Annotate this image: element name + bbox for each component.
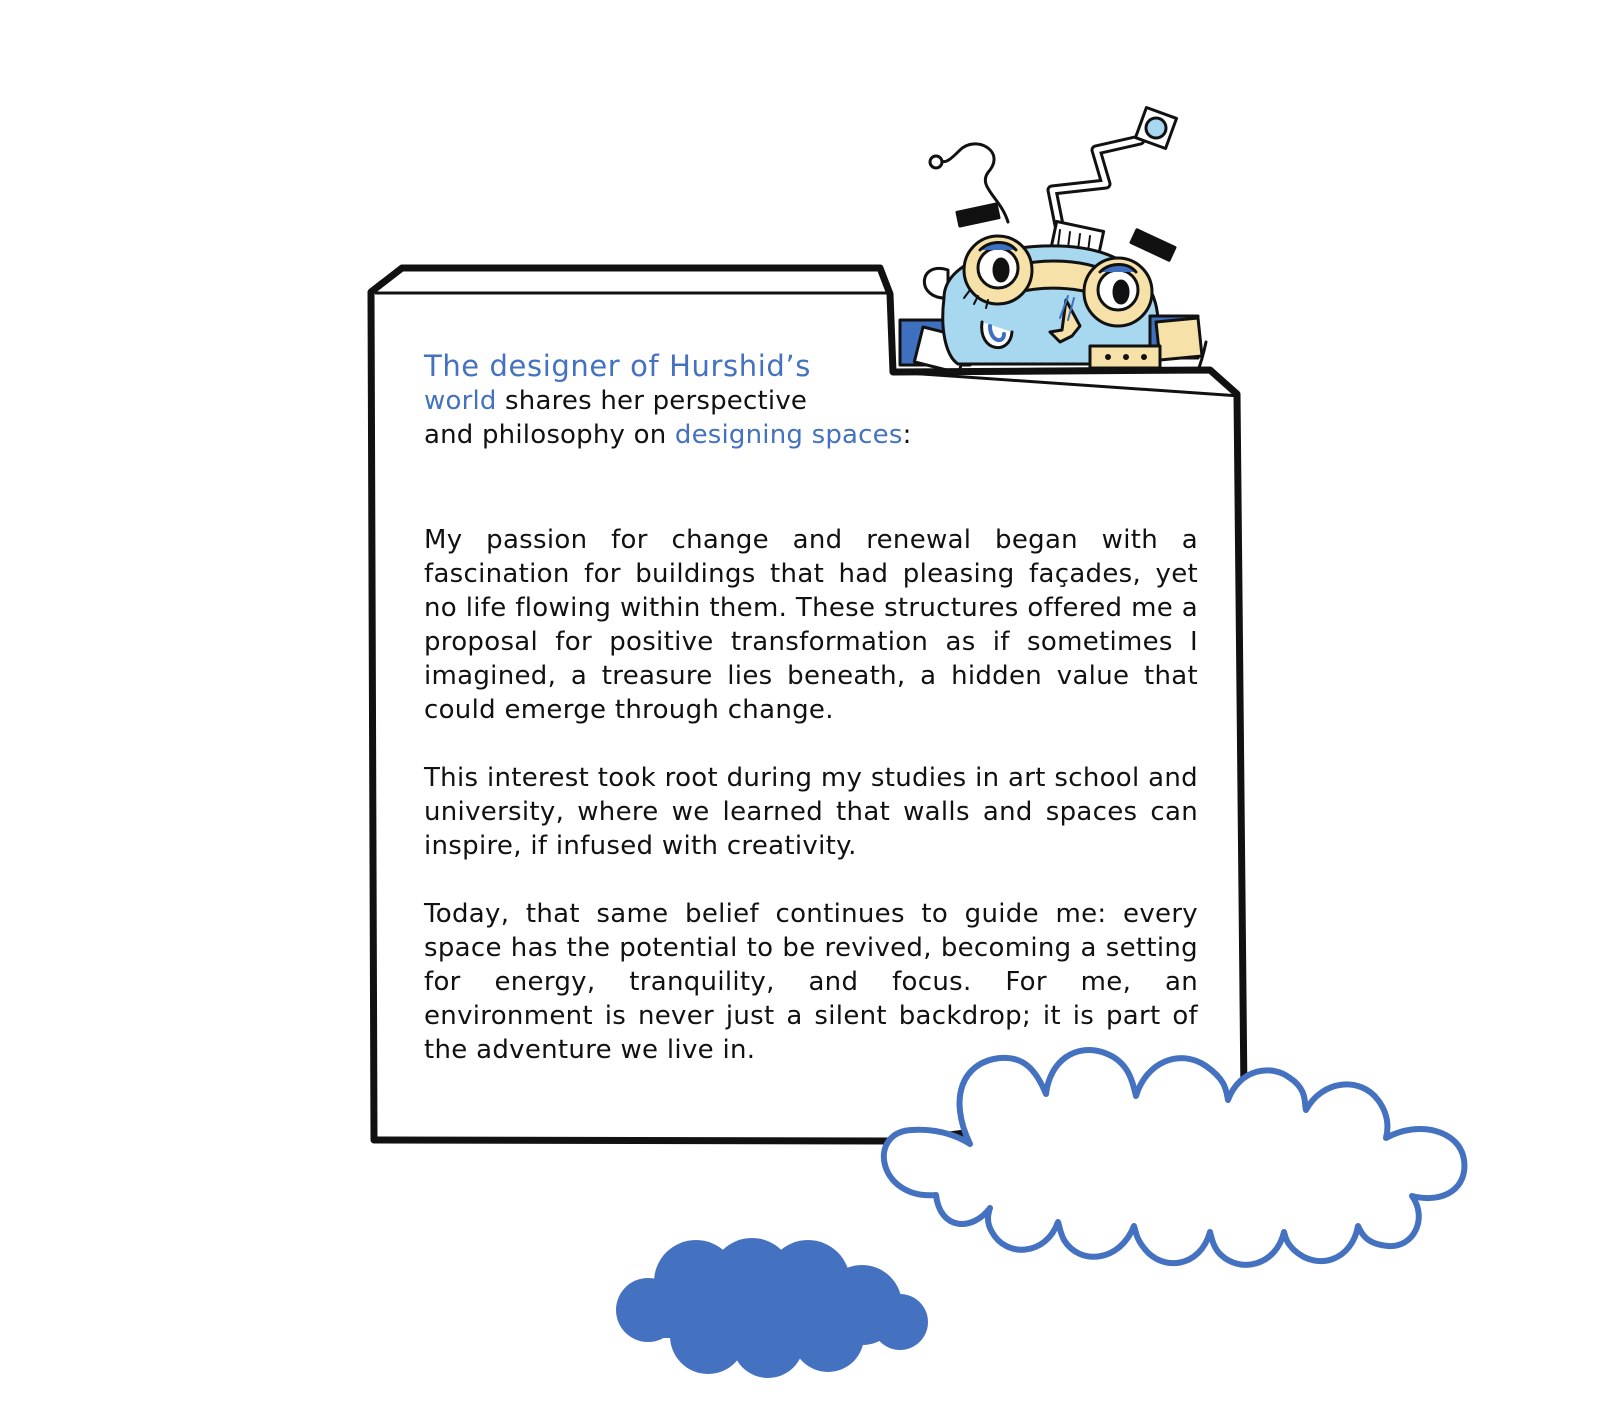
- intro-highlight-designing-spaces: designing spaces: [674, 420, 903, 450]
- intro-line-2-text: shares her perspective: [496, 386, 808, 416]
- intro-title: The designer of Hurshid’s: [424, 349, 811, 383]
- filled-cloud: [616, 1238, 928, 1378]
- intro-highlight-world: world: [424, 386, 497, 416]
- outline-cloud: [884, 1050, 1465, 1265]
- intro-heading: [424, 348, 912, 452]
- intro-line-3-text: and philosophy on: [424, 420, 675, 450]
- paragraph-2: This interest took root during my studies in art school and university, where we learned that walls and spaces can inspire, if infused with creativity.: [424, 763, 1198, 861]
- intro-line-3: [424, 418, 912, 452]
- intro-line-2: [424, 384, 864, 418]
- paragraph-1: My passion for change and renewal began with a fascination for buildings that had pleasing façades, yet no life flowing within them. These structures offered me a proposal for positive transformation as if sometimes I imagined, a treasure lies beneath, a hidden value that could emerge through change.: [424, 525, 1198, 725]
- paragraph-3: Today, that same belief continues to guide me: every space has the potential to be revived, becoming a setting for energy, tranquility, and focus. For me, an environment is never just a silent backdrop; it is part of the adventure we live in.: [424, 899, 1198, 1065]
- body-text: [424, 523, 1198, 1067]
- intro-colon: :: [902, 420, 912, 450]
